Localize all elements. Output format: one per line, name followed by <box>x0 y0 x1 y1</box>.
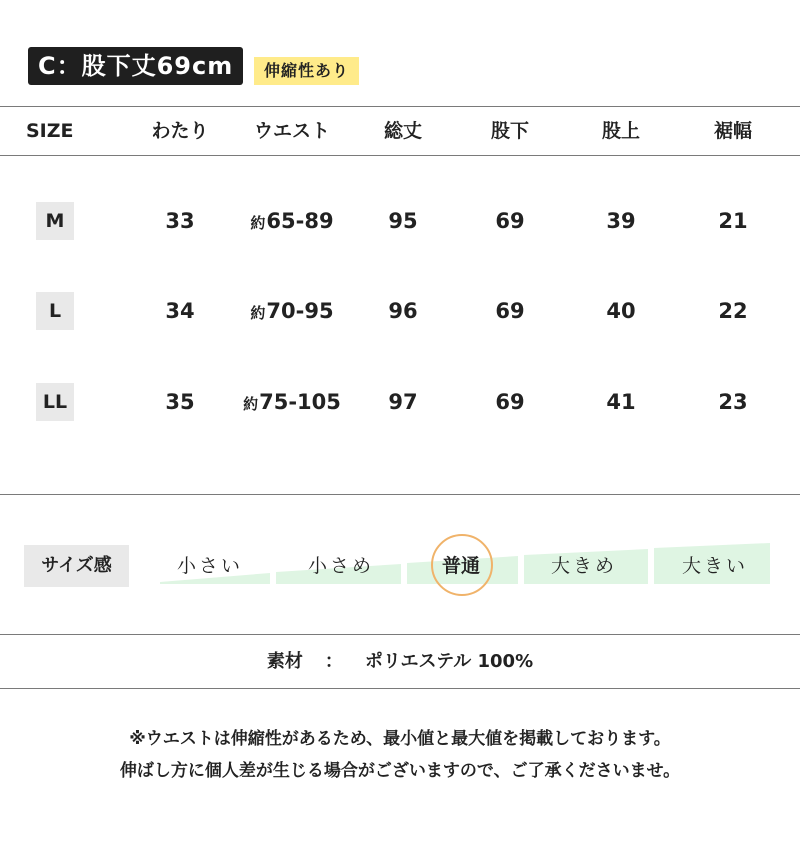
column-header-soutake: 総丈 <box>383 120 423 142</box>
fit-option-normal: 普通 <box>441 555 481 577</box>
material-separator: ： <box>324 651 343 672</box>
fit-option-large: 大きい <box>681 555 749 577</box>
waist-range: 65-89 <box>266 209 334 233</box>
table-row <box>0 291 800 331</box>
column-header-susohaba: 裾幅 <box>713 120 753 142</box>
susohaba-value: 23 <box>718 390 748 414</box>
waist-prefix: 約 <box>250 214 266 232</box>
fit-label: サイズ感 <box>24 545 129 587</box>
material-line <box>0 635 800 688</box>
waist-prefix: 約 <box>250 304 266 322</box>
watari-value: 34 <box>165 299 195 323</box>
table-bottom-divider <box>0 494 800 495</box>
column-header-matashita: 股下 <box>490 120 530 142</box>
fit-option-slightly-small: 小さめ <box>307 555 375 577</box>
column-header-watari: わたり <box>151 120 209 142</box>
susohaba-value: 21 <box>718 209 748 233</box>
matagami-value: 39 <box>606 209 636 233</box>
stretch-badge: 伸縮性あり <box>254 57 359 85</box>
material-label: 素材 <box>266 651 303 672</box>
size-label: M <box>36 202 74 240</box>
column-header-size: SIZE <box>26 120 74 142</box>
page-title: C：股下丈69cm <box>28 47 243 85</box>
waist-value <box>250 291 333 331</box>
susohaba-value: 22 <box>718 299 748 323</box>
note-line-1: ※ウエストは伸縮性があるため、最小値と最大値を掲載しております。 <box>129 729 671 749</box>
material-value: ポリエステル 100% <box>364 651 534 672</box>
waist-range: 70-95 <box>266 299 334 323</box>
fit-option-small: 小さい <box>176 555 244 577</box>
column-header-matagami: 股上 <box>601 120 641 142</box>
matagami-value: 40 <box>606 299 636 323</box>
waist-prefix: 約 <box>243 395 259 413</box>
matashita-value: 69 <box>495 209 525 233</box>
soutake-value: 96 <box>388 299 418 323</box>
matashita-value: 69 <box>495 390 525 414</box>
watari-value: 33 <box>165 209 195 233</box>
material-bottom-divider <box>0 688 800 689</box>
soutake-value: 95 <box>388 209 418 233</box>
fit-option-slightly-large: 大きめ <box>550 555 618 577</box>
soutake-value: 97 <box>388 390 418 414</box>
note-line-2: 伸ばし方に個人差が生じる場合がございますので、ご了承くださいませ。 <box>119 761 681 781</box>
matagami-value: 41 <box>606 390 636 414</box>
waist-range: 75-105 <box>259 390 341 414</box>
column-header-waist: ウエスト <box>253 120 331 142</box>
table-header-divider <box>0 155 800 156</box>
waist-value <box>250 201 333 241</box>
size-label: LL <box>36 383 74 421</box>
matashita-value: 69 <box>495 299 525 323</box>
table-row <box>0 382 800 422</box>
watari-value: 35 <box>165 390 195 414</box>
table-row <box>0 201 800 241</box>
waist-value <box>243 382 341 422</box>
size-label: L <box>36 292 74 330</box>
